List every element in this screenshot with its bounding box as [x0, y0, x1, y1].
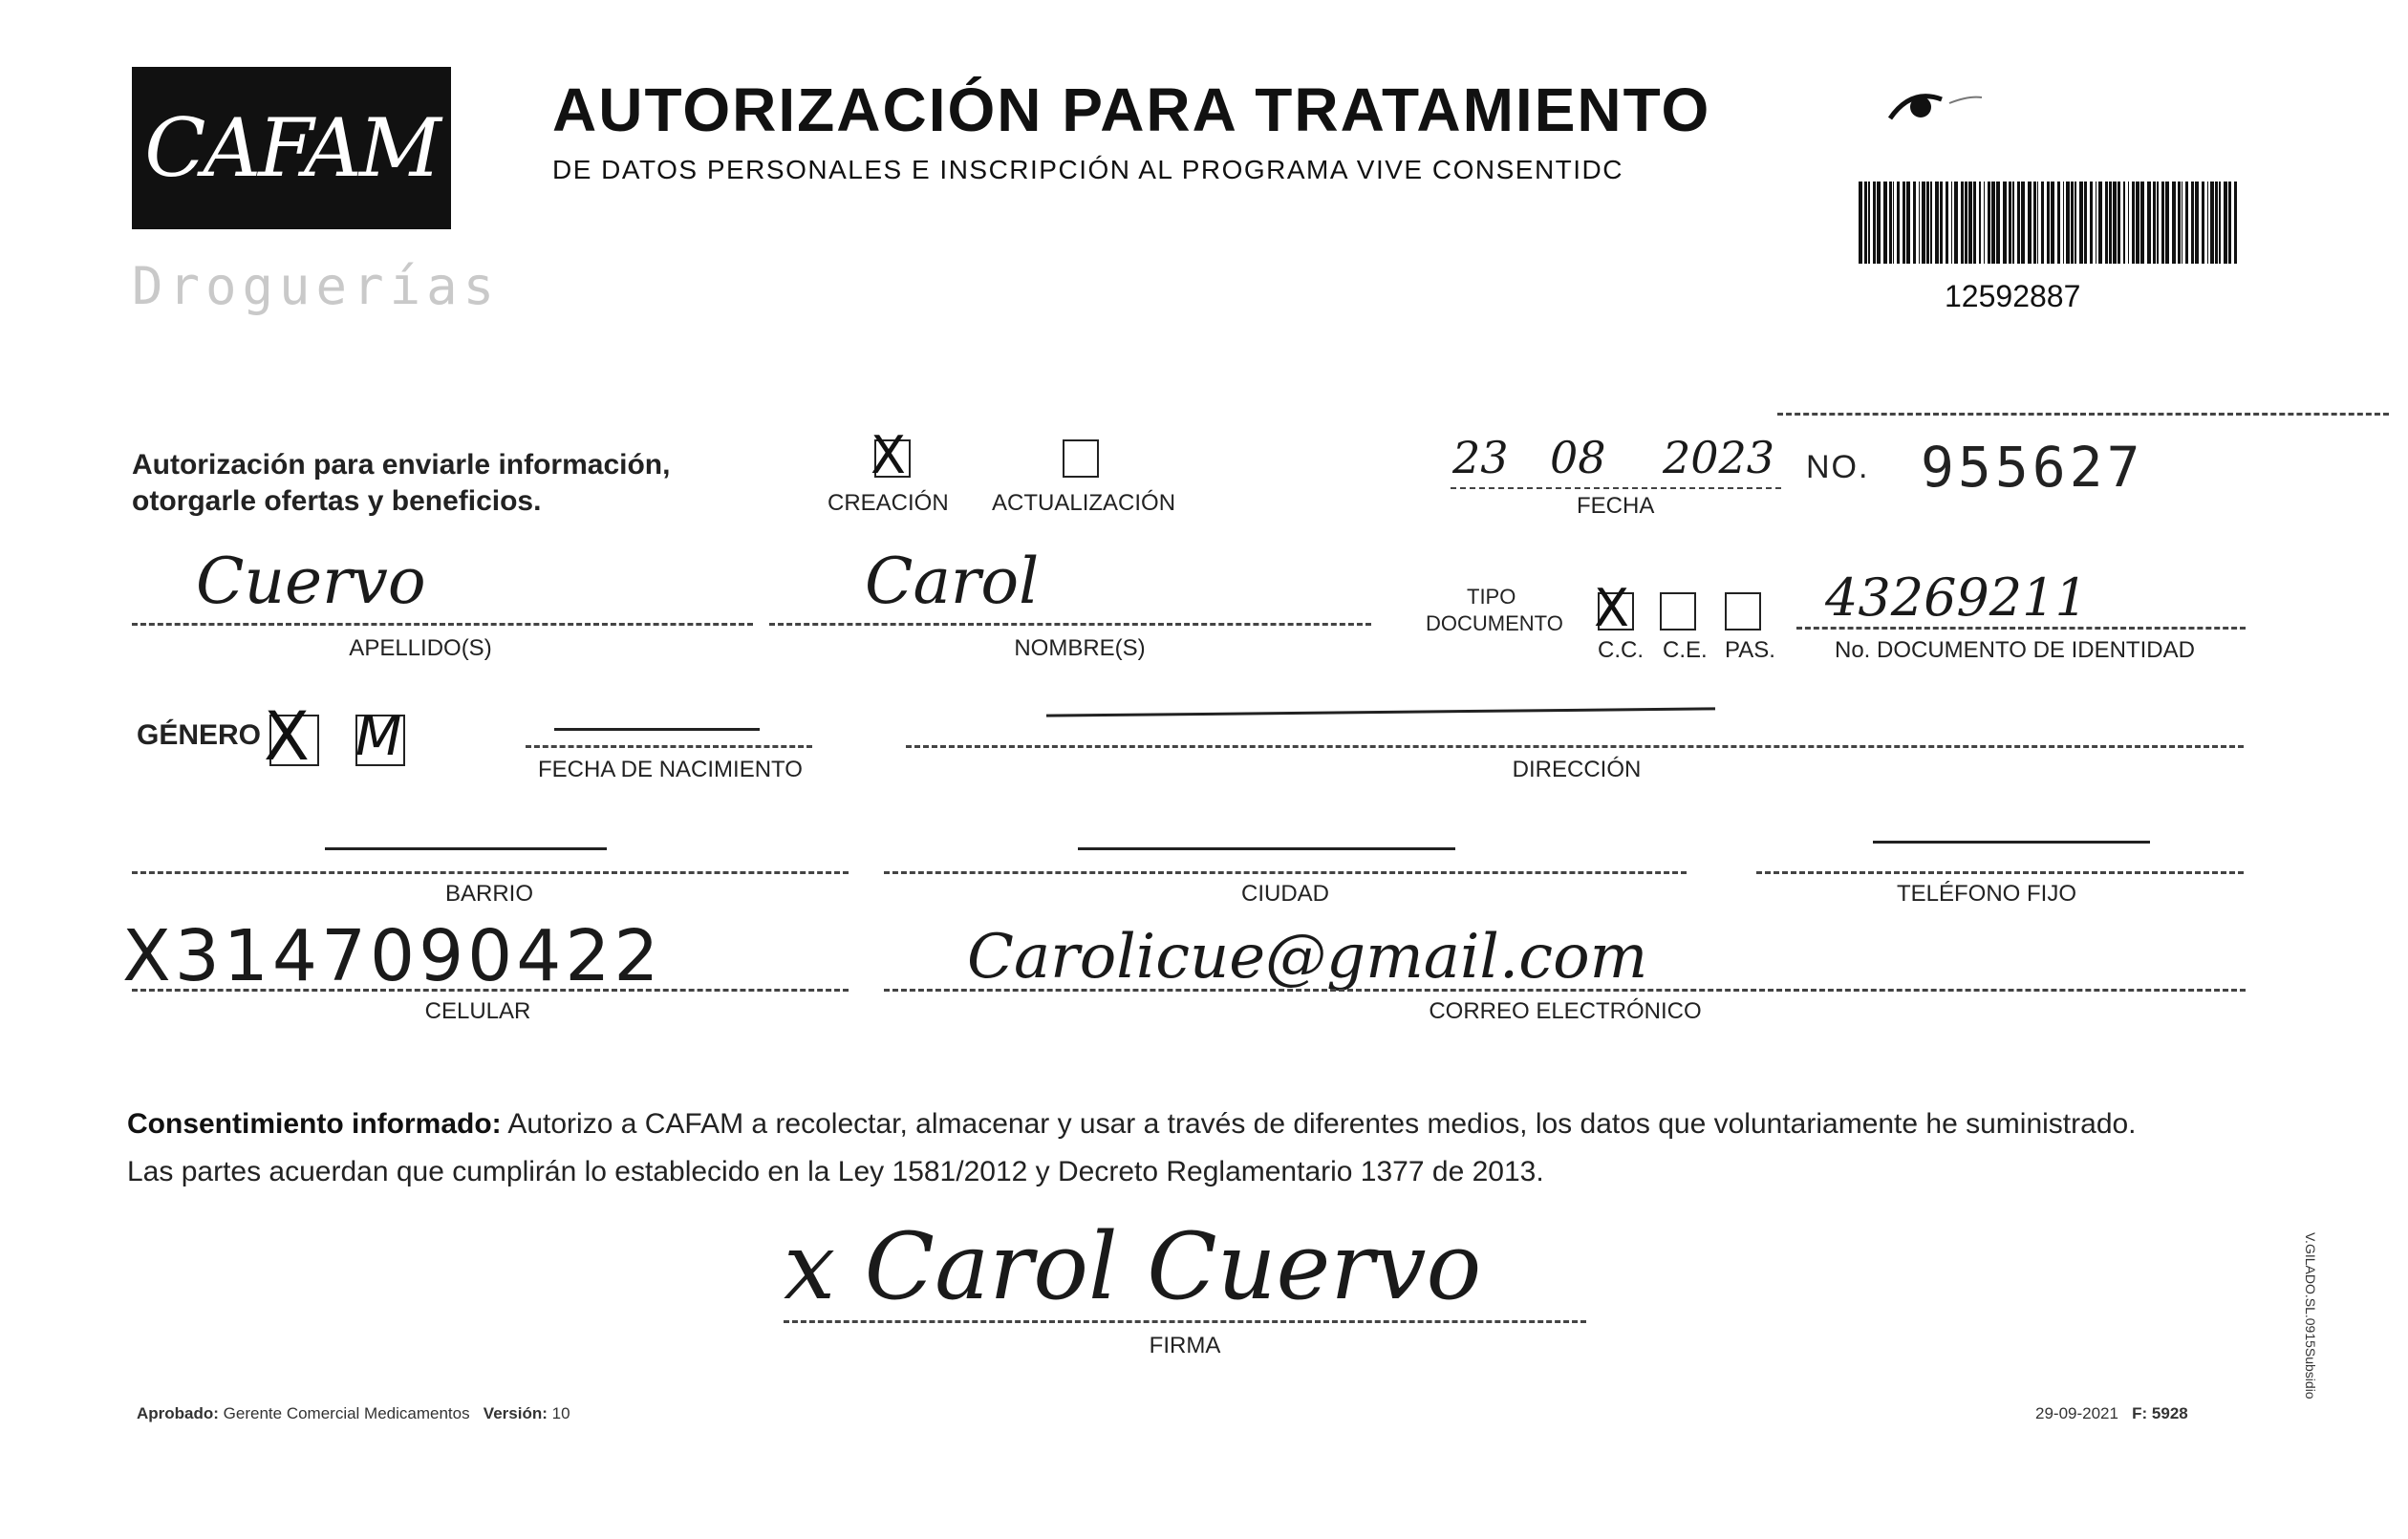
- barcode-bar: [1951, 182, 1952, 264]
- eye-icon: [1882, 82, 1988, 130]
- signature-line: [784, 1320, 1586, 1323]
- consent-text1: Autorizo a CAFAM a recolectar, almacenar y usar a través de diferentes medios, los datos que voluntariamente he suministrado.: [501, 1108, 2137, 1140]
- genero-m-checkbox[interactable]: [355, 706, 405, 768]
- barcode-bar: [2041, 182, 2044, 264]
- barcode-bar: [2063, 182, 2064, 264]
- barcode-bar: [2195, 182, 2199, 264]
- creacion-checkbox[interactable]: [871, 425, 911, 485]
- barcode-bar: [1926, 182, 1929, 264]
- barcode-bar: [2207, 182, 2208, 264]
- barcode-bar: [2017, 182, 2020, 264]
- correo-value[interactable]: Carolicue@gmail.com: [967, 922, 1648, 993]
- barcode-bar: [1883, 182, 1887, 264]
- barcode-bar: [2123, 182, 2125, 264]
- direccion-strike: [1046, 707, 1715, 716]
- auth-text-line1: Autorización para enviarle información,: [132, 449, 671, 481]
- correo-line: [884, 989, 2246, 992]
- creacion-label: CREACIÓN: [828, 490, 949, 516]
- barcode-bar: [1868, 182, 1870, 264]
- barcode-bar: [2084, 182, 2087, 264]
- barcode-bar: [2228, 182, 2231, 264]
- barcode-bar: [2057, 182, 2060, 264]
- barcode-bar: [1968, 182, 1972, 264]
- celular-value[interactable]: X3147090422: [122, 915, 663, 997]
- barcode-bar: [2172, 182, 2176, 264]
- footer-form-code: F: 5928: [2132, 1404, 2188, 1422]
- barcode-bar: [2161, 182, 2164, 264]
- fecha-day: 23: [1452, 432, 1509, 483]
- barcode-bar: [2178, 182, 2181, 264]
- barcode-bar: [2033, 182, 2036, 264]
- barcode-bar: [2098, 182, 2102, 264]
- auth-text-line2: otorgarle ofertas y beneficios.: [132, 485, 542, 517]
- logo-text: CAFAM: [144, 101, 439, 195]
- barcode-bar: [1996, 182, 2000, 264]
- barcode-bar: [1935, 182, 1939, 264]
- barcode-bar: [2003, 182, 2007, 264]
- barcode-bar: [2147, 182, 2151, 264]
- logo-subtitle: Droguerías: [132, 256, 501, 316]
- barcode-bar: [1946, 182, 1948, 264]
- celular-label: CELULAR: [424, 998, 531, 1024]
- version-value: 10: [551, 1404, 570, 1422]
- barcode-bar: [1906, 182, 1910, 264]
- consent-line1: [127, 1101, 2277, 1148]
- cafam-logo: [132, 67, 451, 229]
- no-value: 955627: [1921, 435, 2144, 500]
- barcode-bar: [2071, 182, 2074, 264]
- actualizacion-checkbox[interactable]: [1063, 439, 1099, 478]
- barcode-bar: [1919, 182, 1920, 264]
- telefono-line: [1756, 871, 2244, 874]
- doc-line: [1796, 627, 2246, 630]
- nacimiento-strike: [554, 728, 760, 731]
- telefono-strike: [1873, 841, 2150, 844]
- barrio-strike: [325, 847, 607, 850]
- fecha-label: FECHA: [1577, 493, 1655, 519]
- no-label: NO.: [1806, 449, 1870, 485]
- aprobado-value: Gerente Comercial Medicamentos: [223, 1404, 470, 1422]
- barcode-bar: [2012, 182, 2014, 264]
- form-subtitle: DE DATOS PERSONALES E INSCRIPCIÓN AL PROGRAMA VIVE CONSENTIDC: [552, 155, 1623, 184]
- barcode-bar: [2066, 182, 2070, 264]
- cc-mark: X: [1594, 578, 1629, 638]
- consent-bold: Consentimiento informado:: [127, 1108, 502, 1140]
- ciudad-label: CIUDAD: [1240, 881, 1330, 907]
- barcode-bar: [2028, 182, 2032, 264]
- ce-checkbox[interactable]: [1660, 592, 1696, 631]
- barcode-bar: [1984, 182, 1985, 264]
- barcode-bar: [1893, 182, 1894, 264]
- documento-label: DOCUMENTO: [1426, 611, 1563, 635]
- aprobado-label: Aprobado:: [137, 1404, 219, 1422]
- barcode-bar: [2113, 182, 2117, 264]
- barcode: [1859, 182, 2241, 264]
- fecha-line: [1451, 487, 1781, 489]
- barcode-bar: [2047, 182, 2050, 264]
- pas-label: PAS.: [1725, 637, 1775, 663]
- barcode-bar: [1877, 182, 1881, 264]
- ciudad-strike: [1078, 847, 1455, 850]
- apellidos-label: APELLIDO(S): [349, 635, 492, 661]
- barcode-bar: [2215, 182, 2218, 264]
- consent-line2: Las partes acuerdan que cumplirán lo establecido en la Ley 1581/2012 y Decreto Reglamentario 1377 de 2013.: [127, 1156, 1544, 1187]
- barcode-bar: [2202, 182, 2204, 264]
- nacimiento-line: [526, 745, 812, 748]
- fecha-year: 2023: [1663, 432, 1775, 483]
- barcode-bar: [1897, 182, 1900, 264]
- barcode-bar: [1973, 182, 1976, 264]
- barcode-bar: [2132, 182, 2135, 264]
- barrio-line: [132, 871, 849, 874]
- barcode-bar: [2021, 182, 2025, 264]
- barcode-bar: [1859, 182, 1862, 264]
- barcode-bar: [2136, 182, 2139, 264]
- barcode-bar: [2210, 182, 2214, 264]
- barcode-bar: [1961, 182, 1964, 264]
- barcode-bar: [2191, 182, 2194, 264]
- barcode-bar: [2185, 182, 2188, 264]
- barcode-bar: [2105, 182, 2108, 264]
- barcode-bar: [1954, 182, 1958, 264]
- vertical-code: V.GILADO.SL.0915Subsidio: [2303, 1232, 2318, 1400]
- genero-f-mark: X: [264, 697, 310, 776]
- ce-label: C.E.: [1663, 637, 1708, 663]
- barcode-bar: [2219, 182, 2221, 264]
- cc-label: C.C.: [1598, 637, 1644, 663]
- nombres-line: [769, 623, 1371, 626]
- barcode-bar: [1864, 182, 1867, 264]
- actualizacion-label: ACTUALIZACIÓN: [992, 490, 1176, 516]
- barcode-bar: [1940, 182, 1943, 264]
- barcode-bar: [1889, 182, 1892, 264]
- barcode-bar: [2165, 182, 2169, 264]
- barcode-bar: [2075, 182, 2076, 264]
- top-divider: [1777, 413, 2389, 416]
- barcode-bar: [1873, 182, 1876, 264]
- barcode-bar: [1913, 182, 1916, 264]
- barcode-bar: [2224, 182, 2227, 264]
- genero-label: GÉNERO: [137, 719, 262, 751]
- barcode-bar: [2009, 182, 2011, 264]
- direccion-line: [906, 745, 2244, 748]
- barcode-bar: [2234, 182, 2237, 264]
- aprobado: [137, 1404, 570, 1423]
- barcode-bar: [1988, 182, 1990, 264]
- footer-date: [2035, 1404, 2188, 1423]
- barcode-bar: [2157, 182, 2159, 264]
- barcode-bar: [1991, 182, 1995, 264]
- doc-value[interactable]: 43269211: [1825, 567, 2088, 628]
- barcode-number: 12592887: [1945, 279, 2081, 313]
- barcode-bar: [2128, 182, 2129, 264]
- apellidos-value[interactable]: Cuervo: [196, 545, 426, 618]
- barcode-bar: [2140, 182, 2144, 264]
- footer-date-value: 29-09-2021: [2035, 1404, 2118, 1422]
- genero-f-checkbox[interactable]: [264, 697, 319, 776]
- barcode-bar: [1965, 182, 1967, 264]
- barcode-bar: [2090, 182, 2093, 264]
- correo-label: CORREO ELECTRÓNICO: [1429, 998, 1702, 1024]
- barcode-bar: [1979, 182, 1981, 264]
- barrio-label: BARRIO: [444, 881, 534, 907]
- form-title: AUTORIZACIÓN PARA TRATAMIENTO: [552, 75, 1711, 144]
- barcode-bar: [2118, 182, 2120, 264]
- celular-line: [132, 989, 849, 992]
- cc-checkbox[interactable]: [1594, 578, 1634, 638]
- barcode-bar: [2109, 182, 2112, 264]
- barcode-bar: [2037, 182, 2038, 264]
- doc-label: No. DOCUMENTO DE IDENTIDAD: [1835, 637, 2195, 663]
- nombres-label: NOMBRE(S): [1014, 635, 1146, 661]
- direccion-label: DIRECCIÓN: [1512, 757, 1642, 782]
- creacion-mark: X: [871, 425, 906, 485]
- signature-label: FIRMA: [1149, 1333, 1221, 1358]
- barcode-bar: [2079, 182, 2083, 264]
- genero-m-mark: M: [355, 706, 402, 768]
- barcode-bar: [1930, 182, 1932, 264]
- barcode-bar: [2153, 182, 2156, 264]
- barcode-bar: [2051, 182, 2054, 264]
- pas-checkbox[interactable]: [1725, 592, 1761, 631]
- barcode-bar: [1903, 182, 1905, 264]
- apellidos-line: [132, 623, 753, 626]
- nacimiento-label: FECHA DE NACIMIENTO: [538, 757, 803, 782]
- fecha-month: 08: [1550, 432, 1606, 483]
- nombres-value[interactable]: Carol: [865, 545, 1040, 618]
- telefono-label: TELÉFONO FIJO: [1897, 881, 2077, 907]
- signature-value[interactable]: x Carol Cuervo: [784, 1213, 1482, 1320]
- version-label: Versión:: [483, 1404, 548, 1422]
- tipo-label: TIPO: [1467, 585, 1516, 609]
- barcode-bar: [1922, 182, 1925, 264]
- ciudad-line: [884, 871, 1687, 874]
